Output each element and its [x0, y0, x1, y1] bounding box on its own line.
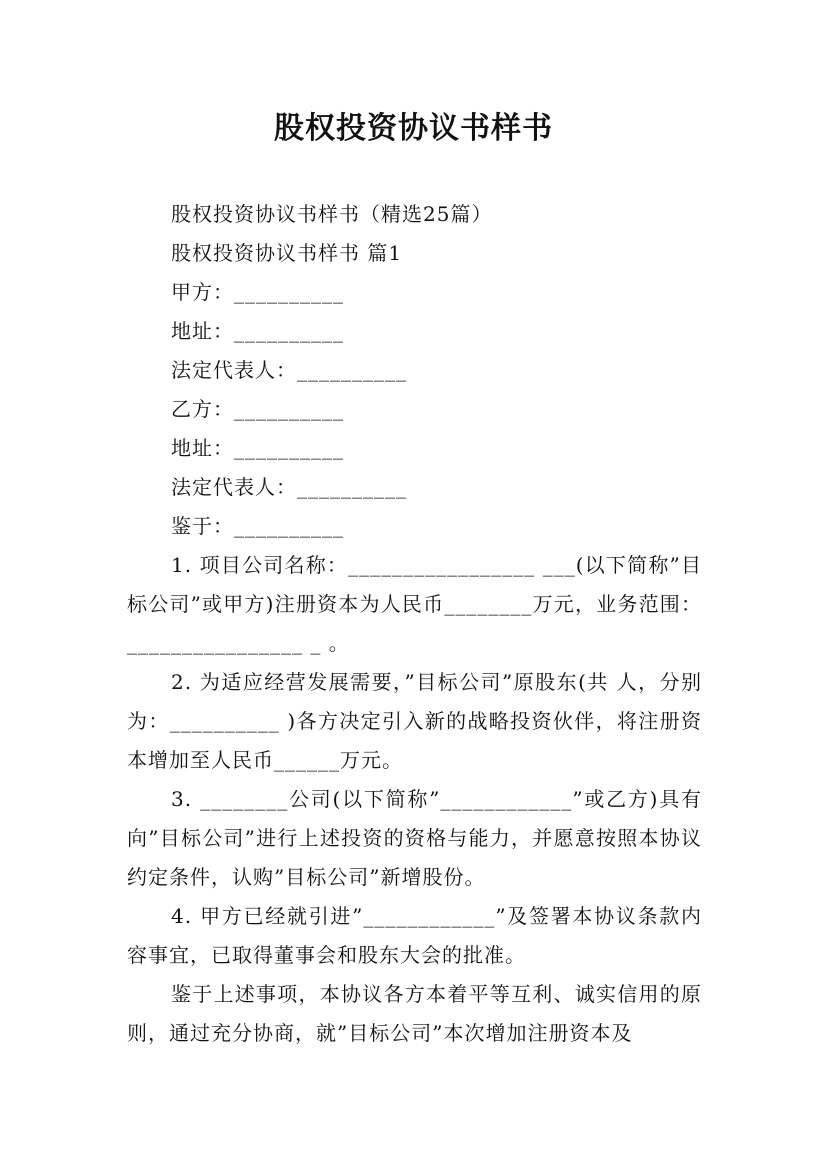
document-body	[127, 195, 702, 1053]
party-b-address-line: 地址：__________	[171, 436, 344, 460]
party-a-representative-line: 法定代表人：__________	[171, 358, 407, 382]
document-title: 股权投资协议书样书	[274, 111, 553, 146]
clause-2-paragraph: 2. 为适应经营发展需要，”目标公司”原股东(共 人，分别为：__________ )各方决定引入新的战略投资伙伴，将注册资本增加至人民币______万元。	[127, 670, 702, 772]
clause-4-paragraph: 4. 甲方已经就引进”____________”及签署本协议条款内容事宜，已取得董事会和股东大会的批准。	[127, 904, 702, 967]
clause-3-paragraph: 3. ________公司(以下简称”____________”或乙方)具有向”目标公司”进行上述投资的资格与能力，并愿意按照本协议约定条件，认购”目标公司”新增股份。	[127, 787, 702, 889]
recital-paragraph: 鉴于上述事项，本协议各方本着平等互利、诚实信用的原则，通过充分协商，就”目标公司”本次增加注册资本及	[127, 982, 702, 1045]
section-heading: 股权投资协议书样书 篇1	[171, 241, 403, 265]
party-a-address-line: 地址：__________	[171, 319, 344, 343]
whereas-line: 鉴于：__________	[171, 514, 344, 538]
party-b-representative-line: 法定代表人：__________	[171, 475, 407, 499]
party-b-line: 乙方：__________	[171, 397, 344, 421]
party-a-line: 甲方：__________	[171, 280, 344, 304]
clause-1-paragraph: 1. 项目公司名称：_________________ ___(以下简称”目标公司”或甲方)注册资本为人民币________万元，业务范围：________________ _ 。	[127, 553, 702, 655]
subtitle-line: 股权投资协议书样书（精选25篇）	[171, 202, 493, 226]
